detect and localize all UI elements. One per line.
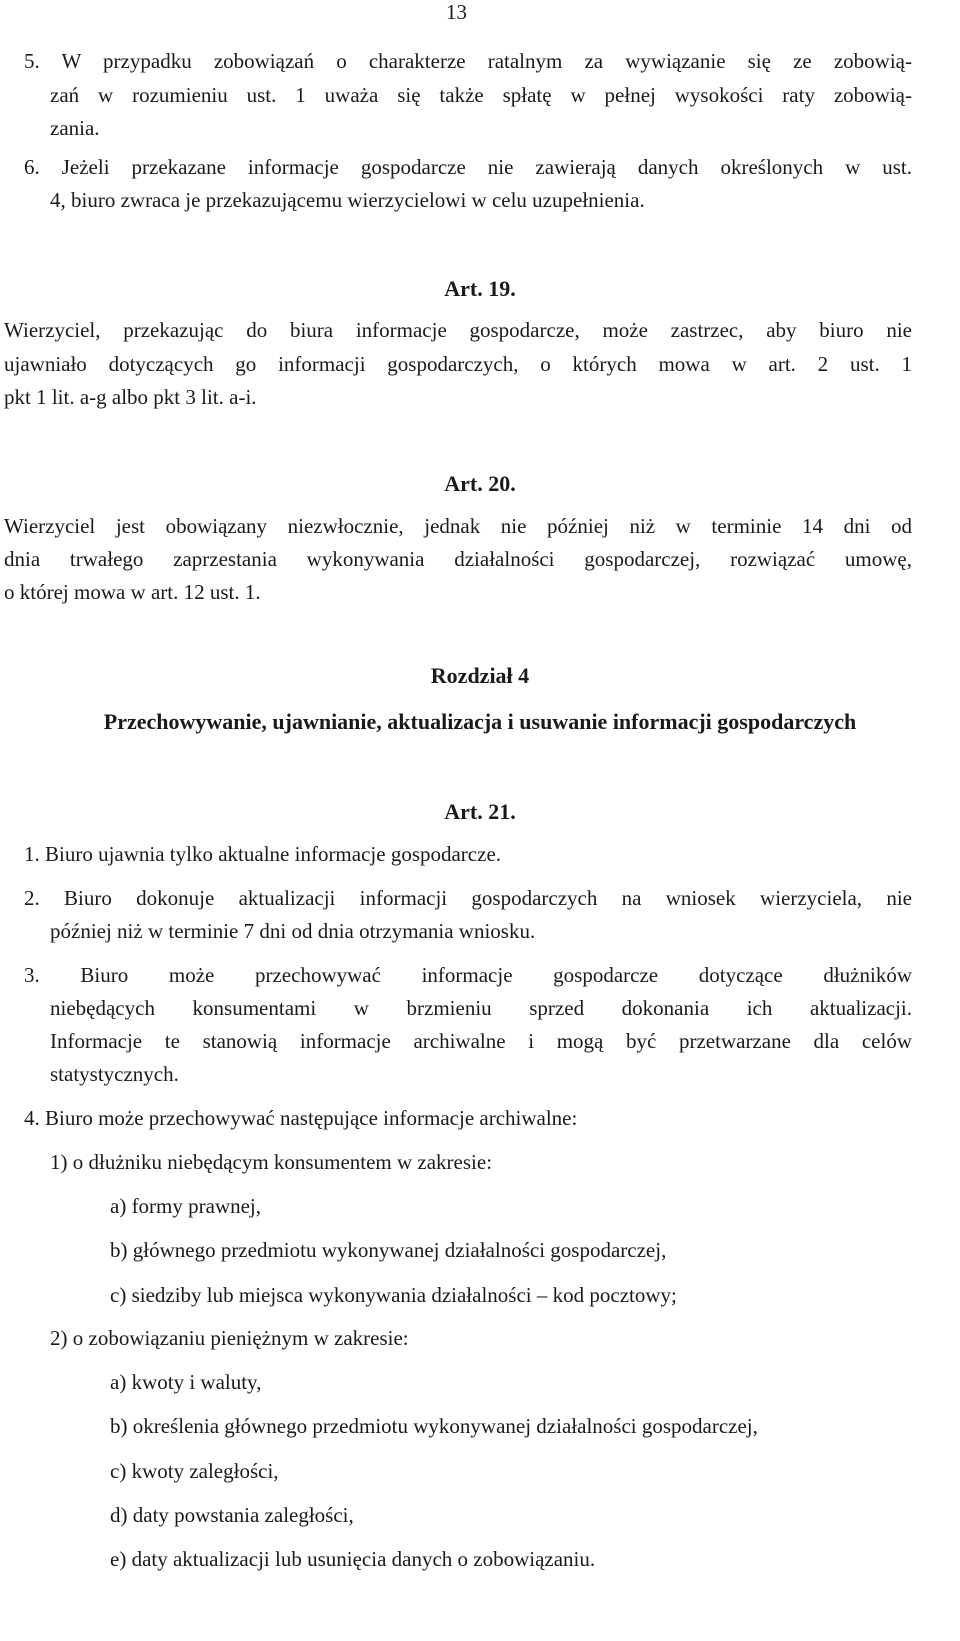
art21-heading: Art. 21. [444, 799, 516, 824]
sec6-line-1: 6. Jeżeli przekazane informacje gospodarcze nie zawierają danych określonych w ust. [24, 155, 912, 179]
art21-paragraph-3-line-1: 3. Biuro może przechowywać informacje gospodarcze dotyczące dłużników [24, 963, 912, 987]
point-2-b: b) określenia głównego przedmiotu wykonywanej działalności gospodarczej, [110, 1414, 758, 1438]
chapter-title: Przechowywanie, ujawnianie, aktualizacja i usuwanie informacji gospodarczych [103, 709, 857, 734]
art19-line-1: Wierzyciel, przekazując do biura informacje gospodarcze, może zastrzec, aby biuro nie [4, 318, 912, 342]
point-2-d: d) daty powstania zaległości, [110, 1503, 354, 1527]
chapter-number: Rozdział 4 [430, 663, 530, 688]
art19-line-2: ujawniało dotyczących go informacji gospodarczych, o których mowa w art. 2 ust. 1 [4, 352, 912, 376]
art21-paragraph-3-line-3: Informacje te stanowią informacje archiwalne i mogą być przetwarzane dla celów [50, 1029, 912, 1053]
sec6-line-2: 4, biuro zwraca je przekazującemu wierzycielowi w celu uzupełnienia. [50, 188, 645, 212]
art19-heading: Art. 19. [444, 276, 516, 301]
point-2-e: e) daty aktualizacji lub usunięcia danych o zobowiązaniu. [110, 1547, 596, 1571]
page-number: 13 [446, 0, 467, 24]
sec5-line-2: zań w rozumieniu ust. 1 uważa się także spłatę w pełnej wysokości raty zobowią- [50, 83, 912, 107]
point-1: 1) o dłużniku niebędącym konsumentem w zakresie: [50, 1150, 493, 1174]
art21-paragraph-2-line-1: 2. Biuro dokonuje aktualizacji informacji gospodarczych na wniosek wierzyciela, nie [24, 886, 912, 910]
art21-paragraph-2-line-2: później niż w terminie 7 dni od dnia otrzymania wniosku. [50, 919, 536, 943]
art20-line-1: Wierzyciel jest obowiązany niezwłocznie, jednak nie później niż w terminie 14 dni od [4, 514, 912, 538]
point-2-a: a) kwoty i waluty, [110, 1370, 262, 1394]
art21-paragraph-4: 4. Biuro może przechowywać następujące informacje archiwalne: [24, 1106, 578, 1130]
art20-line-2: dnia trwałego zaprzestania wykonywania działalności gospodarczej, rozwiązać umowę, [4, 547, 912, 571]
art21-paragraph-1: 1. Biuro ujawnia tylko aktualne informacje gospodarcze. [24, 842, 502, 866]
point-1-a: a) formy prawnej, [110, 1194, 262, 1218]
point-2-c: c) kwoty zaległości, [110, 1459, 279, 1483]
point-1-b: b) głównego przedmiotu wykonywanej działalności gospodarczej, [110, 1238, 667, 1262]
art20-heading: Art. 20. [444, 471, 516, 496]
art21-paragraph-3-line-4: statystycznych. [50, 1062, 179, 1086]
sec5-line-1: 5. W przypadku zobowiązań o charakterze ratalnym za wywiązanie się ze zobowią- [24, 49, 912, 73]
sec5-line-3: zania. [50, 116, 100, 140]
point-2: 2) o zobowiązaniu pieniężnym w zakresie: [50, 1326, 409, 1350]
art20-line-3: o której mowa w art. 12 ust. 1. [4, 580, 261, 604]
point-1-c: c) siedziby lub miejsca wykonywania działalności – kod pocztowy; [110, 1283, 677, 1307]
art19-line-3: pkt 1 lit. a-g albo pkt 3 lit. a-i. [4, 385, 257, 409]
art21-paragraph-3-line-2: niebędących konsumentami w brzmieniu sprzed dokonania ich aktualizacji. [50, 996, 912, 1020]
